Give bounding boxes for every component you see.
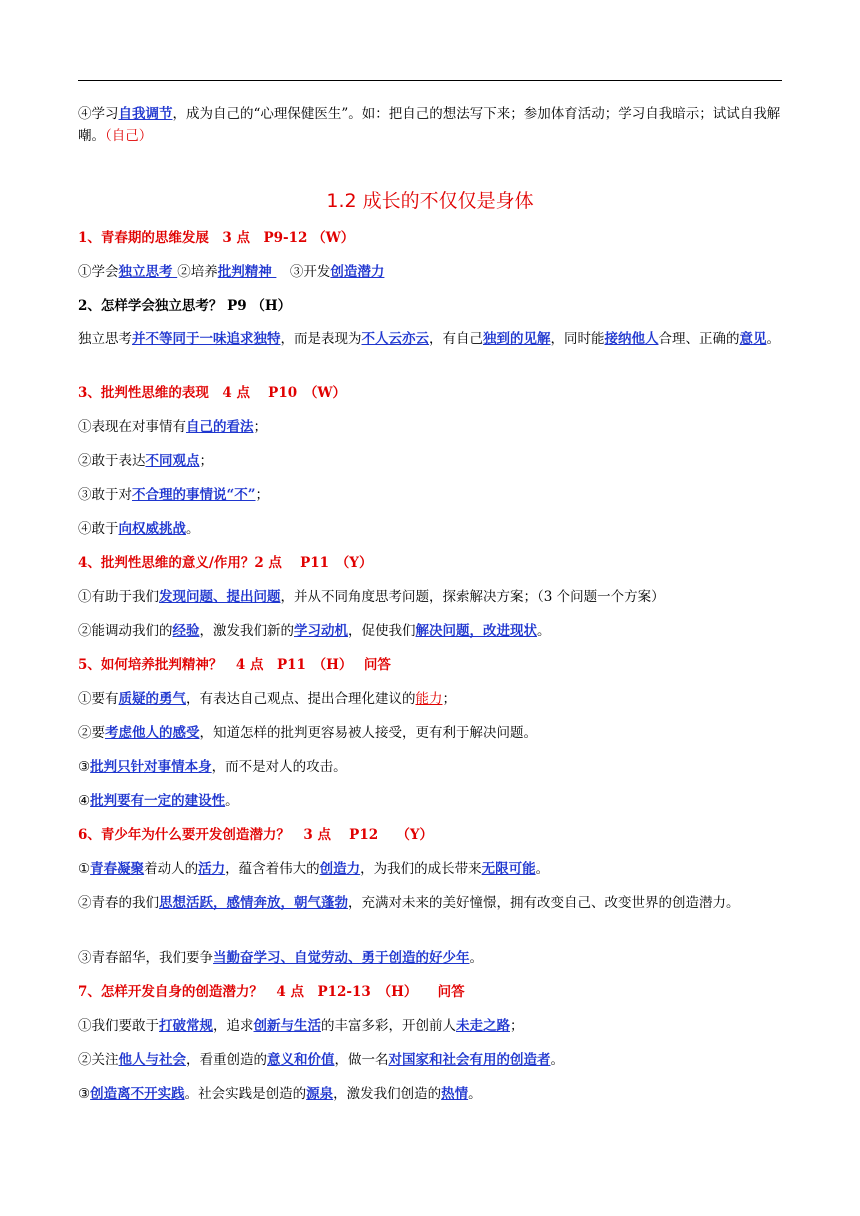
text: ②青春的我们 xyxy=(78,895,159,911)
keyword: 当勤奋学习、自觉劳动、勇于创造的好少年 xyxy=(213,950,470,966)
text: ③ xyxy=(78,759,91,775)
text: ； xyxy=(255,487,270,503)
text: ，有自己 xyxy=(429,331,483,347)
q4-heading: 4、批判性思维的意义/作用？2 点 P11 （Y） xyxy=(78,555,373,571)
text: 。 xyxy=(766,331,780,347)
text: ③ xyxy=(78,1086,91,1102)
q4-line-1 xyxy=(78,586,782,608)
text: ③敢于对 xyxy=(78,487,132,503)
keyword: 不合理的事情说“不” xyxy=(132,487,256,503)
text: ，而不是对人的攻击。 xyxy=(211,759,347,775)
q5-line-3 xyxy=(78,756,782,778)
text: 独立思考 xyxy=(78,331,132,347)
text: ，充满对未来的美好憧憬，拥有改变自己、改变世界的创造潜力。 xyxy=(348,895,740,911)
text: ； xyxy=(442,691,456,707)
q4-line-2 xyxy=(78,620,782,642)
keyword: 批判精神 xyxy=(217,264,277,280)
q5-line-1 xyxy=(78,688,782,710)
intro-paragraph xyxy=(78,103,782,147)
text: ①有助于我们 xyxy=(78,589,159,605)
text: ①表现在对事情有 xyxy=(78,419,186,435)
text: ②关注 xyxy=(78,1052,119,1068)
text: ； xyxy=(510,1018,524,1034)
text: ，成为自己的“心理保健医生”。如：把自己的想法写下来；参加体育活动；学习自我暗示；试试自我解嘲。 xyxy=(78,106,781,144)
text: 。 xyxy=(225,793,239,809)
keyword: 独到的见解 xyxy=(483,331,551,347)
keyword: 意见 xyxy=(739,331,767,347)
keyword: 意义和价值 xyxy=(267,1052,335,1068)
text: ④学习 xyxy=(78,106,119,122)
text: ① xyxy=(78,861,91,877)
text: 。 xyxy=(186,521,200,537)
keyword: 他人与社会 xyxy=(118,1052,186,1068)
keyword: 并不等同于一味追求独特 xyxy=(132,331,281,347)
q7-heading: 7、怎样开发自身的创造潜力？ 4 点 P12-13 （H） 问答 xyxy=(78,984,465,1000)
header-rule xyxy=(78,80,782,81)
text: 。 xyxy=(550,1052,564,1068)
keyword: 解决问题，改进现状 xyxy=(415,623,537,639)
text: ，促使我们 xyxy=(348,623,416,639)
text: ，知道怎样的批判更容易被人接受，更有利于解决问题。 xyxy=(199,725,537,741)
text: ，激发我们新的 xyxy=(199,623,294,639)
text: 。 xyxy=(535,861,550,877)
q7-line-3 xyxy=(78,1083,782,1105)
keyword: 不同观点 xyxy=(145,453,200,469)
keyword: 打破常规 xyxy=(159,1018,213,1034)
text: ，而是表现为 xyxy=(280,331,362,347)
text: ②要 xyxy=(78,725,105,741)
q2-heading: 2、怎样学会独立思考？ P9 （H） xyxy=(78,298,292,314)
text: 着动人的 xyxy=(144,861,199,877)
text: 。社会实践是创造的 xyxy=(184,1086,307,1102)
q5-line-2 xyxy=(78,722,782,744)
keyword: 青春凝聚 xyxy=(90,861,145,877)
q7-line-2 xyxy=(78,1049,782,1071)
text: 。 xyxy=(537,623,551,639)
text: ②培养 xyxy=(177,264,218,280)
text: ①学会 xyxy=(78,264,119,280)
keyword: 不人云亦云 xyxy=(361,331,429,347)
text: ③开发 xyxy=(276,264,331,280)
keyword: 独立思考 xyxy=(118,264,178,280)
text: 。 xyxy=(469,950,483,966)
q5-line-4 xyxy=(78,790,782,812)
keyword: 源泉 xyxy=(306,1086,334,1102)
text: ①要有 xyxy=(78,691,119,707)
text: 合理、正确的 xyxy=(658,331,740,347)
keyword: 经验 xyxy=(172,623,200,639)
red-keyword: 能力 xyxy=(415,691,443,707)
q6-line-2 xyxy=(78,892,782,914)
q3-line-2 xyxy=(78,450,782,472)
keyword: 未走之路 xyxy=(456,1018,510,1034)
keyword: 思想活跃，感情奔放，朝气蓬勃 xyxy=(159,895,348,911)
keyword: 创造力 xyxy=(319,861,361,877)
keyword: 自我调节 xyxy=(118,106,173,122)
text: ，做一名 xyxy=(334,1052,389,1068)
text: ，同时能 xyxy=(550,331,605,347)
text: ，看重创造的 xyxy=(186,1052,267,1068)
q3-line-3 xyxy=(78,484,782,506)
keyword: 质疑的勇气 xyxy=(118,691,186,707)
keyword: 无限可能 xyxy=(481,861,536,877)
text: 的丰富多彩，开创前人 xyxy=(321,1018,456,1034)
text: ①我们要敢于 xyxy=(78,1018,159,1034)
keyword: 向权威挑战 xyxy=(118,521,186,537)
q1-line-1 xyxy=(78,261,782,283)
text: ，有表达自己观点、提出合理化建议的 xyxy=(186,691,416,707)
text: ； xyxy=(199,453,213,469)
text: ，为我们的成长带来 xyxy=(360,861,482,877)
text: ，追求 xyxy=(213,1018,254,1034)
text: ，蕴含着伟大的 xyxy=(225,861,320,877)
note: （自己） xyxy=(105,128,153,144)
keyword: 学习动机 xyxy=(294,623,348,639)
q3-line-1 xyxy=(78,416,782,438)
q5-heading: 5、如何培养批判精神？ 4 点 P11 （H） 问答 xyxy=(78,657,391,673)
q7-line-1 xyxy=(78,1015,782,1037)
keyword: 自己的看法 xyxy=(186,419,254,435)
keyword: 创造离不开实践 xyxy=(90,1086,185,1102)
q3-line-4 xyxy=(78,518,782,540)
text: ②敢于表达 xyxy=(78,453,146,469)
section-title: 1.2 成长的不仅仅是身体 xyxy=(326,190,534,212)
q3-heading: 3、批判性思维的表现 4 点 P10 （W） xyxy=(78,385,347,401)
text: ，激发我们创造的 xyxy=(333,1086,442,1102)
text: ②能调动我们的 xyxy=(78,623,173,639)
keyword: 考虑他人的感受 xyxy=(105,725,200,741)
keyword: 活力 xyxy=(198,861,226,877)
q1-heading: 1、青春期的思维发展 3 点 P9-12 （W） xyxy=(78,230,355,246)
keyword: 批判要有一定的建设性 xyxy=(90,793,226,809)
text: ③青春韶华，我们要争 xyxy=(78,950,213,966)
keyword: 创新与生活 xyxy=(253,1018,321,1034)
text: 。 xyxy=(468,1086,482,1102)
keyword: 对国家和社会有用的创造者 xyxy=(388,1052,551,1068)
q6-line-1 xyxy=(78,858,782,880)
text: ④ xyxy=(78,793,91,809)
q6-line-3 xyxy=(78,947,782,969)
text: ④敢于 xyxy=(78,521,119,537)
q6-heading: 6、青少年为什么要开发创造潜力？ 3 点 P12 （Y） xyxy=(78,827,433,843)
keyword: 发现问题、提出问题 xyxy=(159,589,281,605)
keyword: 批判只针对事情本身 xyxy=(90,759,212,775)
text: ； xyxy=(253,419,267,435)
text: ，并从不同角度思考问题，探索解决方案；（3 个问题一个方案） xyxy=(280,589,665,605)
q2-line-1 xyxy=(78,328,782,350)
keyword: 接纳他人 xyxy=(604,331,659,347)
keyword: 创造潜力 xyxy=(330,264,385,280)
keyword: 热情 xyxy=(441,1086,469,1102)
